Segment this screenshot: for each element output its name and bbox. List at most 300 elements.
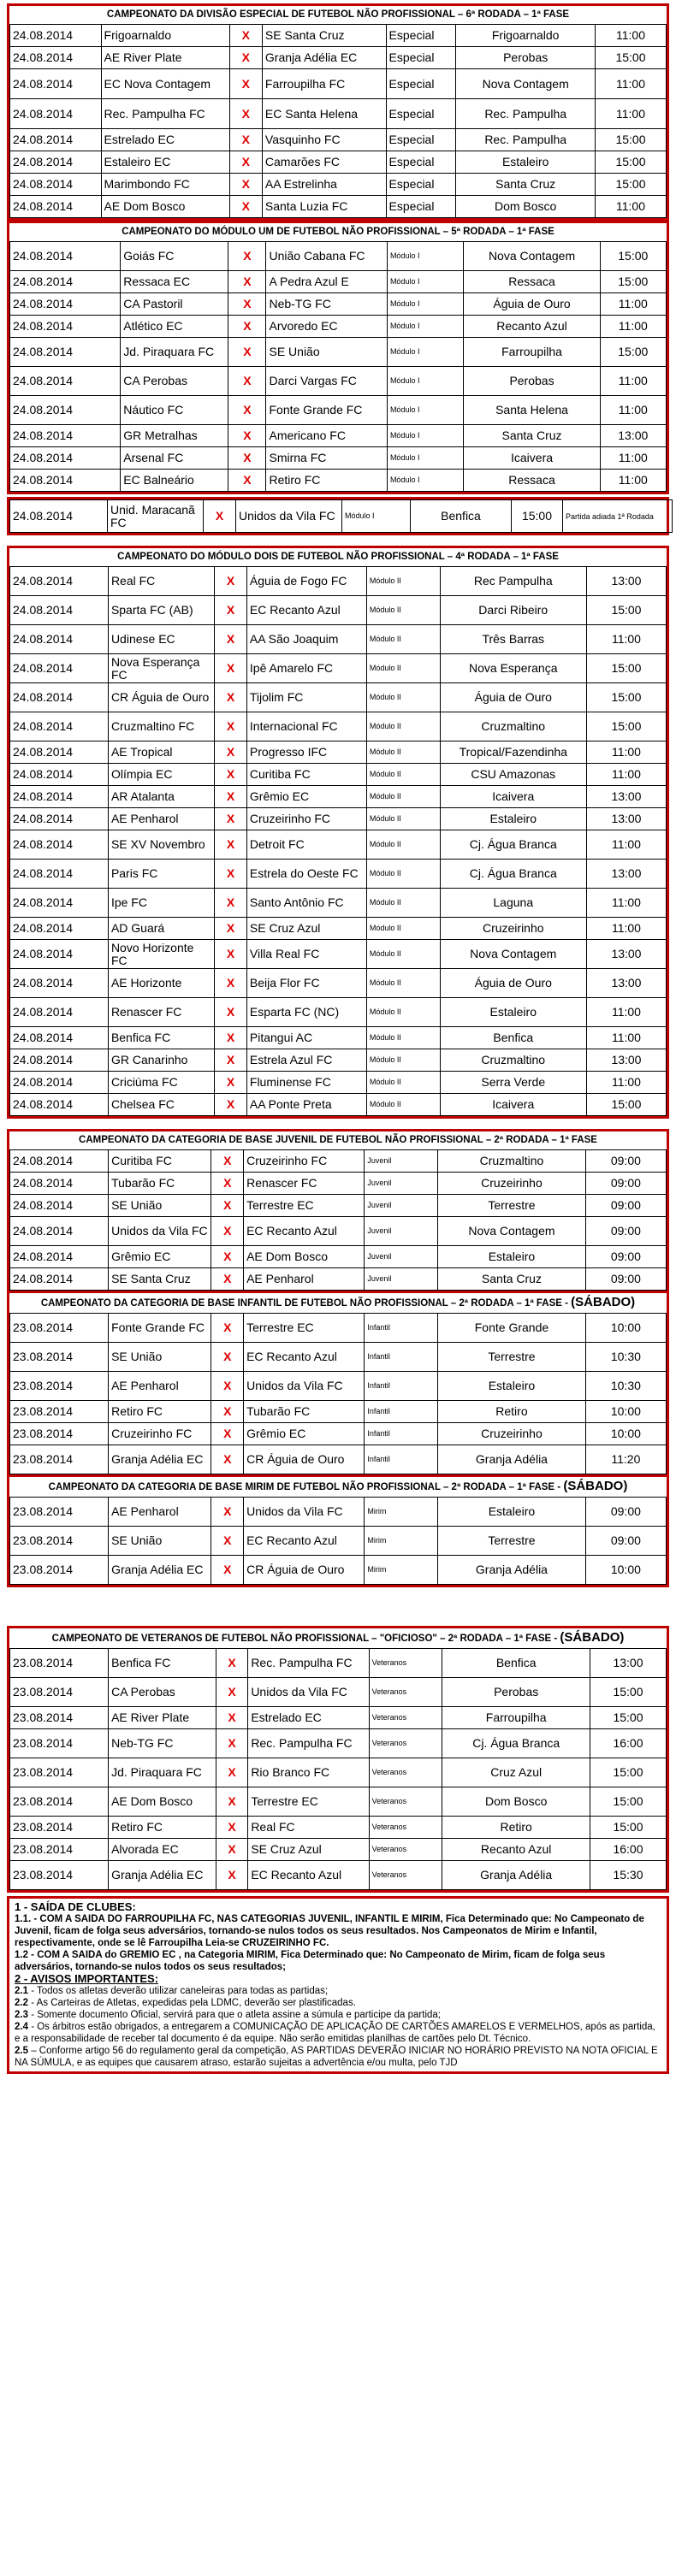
section-title [9, 1628, 667, 1648]
away-team: Estrelado EC [248, 1707, 369, 1729]
venue: Icaivera [440, 1094, 586, 1116]
home-team: GR Metralhas [121, 425, 228, 447]
away-team: Fluminense FC [246, 1072, 366, 1094]
versus-mark: X [215, 860, 247, 889]
table-row [10, 1314, 667, 1343]
category: Módulo II [366, 889, 440, 918]
home-team: Marimbondo FC [101, 174, 229, 196]
away-team: Curitiba FC [246, 764, 366, 786]
category: Veteranos [369, 1787, 442, 1817]
venue: Icaivera [440, 786, 586, 808]
table-row [10, 1861, 667, 1890]
table-row [10, 1173, 667, 1195]
away-team: Terrestre EC [244, 1314, 365, 1343]
kickoff-time: 11:20 [585, 1445, 666, 1474]
versus-mark: X [215, 918, 247, 940]
match-date: 24.08.2014 [10, 129, 102, 151]
table-row [10, 99, 667, 129]
versus-mark: X [229, 99, 262, 129]
away-team: Farroupilha FC [262, 69, 386, 99]
versus-mark: X [211, 1343, 244, 1372]
home-team: Grêmio EC [109, 1246, 211, 1268]
home-team: Retiro FC [109, 1401, 211, 1423]
kickoff-time: 15:00 [590, 1758, 667, 1787]
table-row [10, 1839, 667, 1861]
match-date: 24.08.2014 [10, 447, 121, 470]
away-team: Real FC [248, 1817, 369, 1839]
match-date: 24.08.2014 [10, 242, 121, 271]
match-date: 24.08.2014 [10, 25, 102, 47]
versus-mark: X [211, 1556, 244, 1585]
venue: Terrestre [438, 1343, 586, 1372]
table-row [10, 625, 667, 654]
kickoff-time: 09:00 [585, 1527, 666, 1556]
venue: Estaleiro [438, 1372, 586, 1401]
away-team: AE Dom Bosco [244, 1246, 365, 1268]
match-date: 24.08.2014 [10, 1027, 109, 1049]
home-team: AE Penharol [109, 1498, 211, 1527]
kickoff-time: 13:00 [600, 425, 666, 447]
kickoff-time: 11:00 [586, 889, 666, 918]
versus-mark: X [228, 396, 266, 425]
kickoff-time: 11:00 [595, 69, 666, 99]
away-team: Estrela Azul FC [246, 1049, 366, 1072]
away-team: A Pedra Azul E [266, 271, 387, 293]
away-team: Fonte Grande FC [266, 396, 387, 425]
kickoff-time: 09:00 [585, 1246, 666, 1268]
kickoff-time: 09:00 [585, 1150, 666, 1173]
versus-mark: X [211, 1372, 244, 1401]
home-team: GR Canarinho [108, 1049, 214, 1072]
home-team: Estrelado EC [101, 129, 229, 151]
versus-mark: X [216, 1678, 248, 1707]
venue: Nova Contagem [440, 940, 586, 969]
notes-box [7, 1896, 669, 2074]
kickoff-time: 13:00 [586, 567, 666, 596]
match-date: 24.08.2014 [10, 1150, 109, 1173]
kickoff-time: 15:00 [590, 1817, 667, 1839]
kickoff-time: 13:00 [586, 808, 666, 830]
aviso-text: - Os árbitros estão obrigados, a entregarem a COMUNICAÇÃO DE APLICAÇÃO DE CARTÕES AMARELOS E VERMELHOS, após as partida, e a responsabilidade de receber tal documento é da equipe. Não serão emitidas planilhas de cartões pelo Dt. Técnico. [15, 2022, 655, 2044]
versus-mark: X [215, 683, 247, 712]
home-team: CA Perobas [109, 1678, 216, 1707]
home-team: Tubarão FC [109, 1173, 211, 1195]
venue: Águia de Ouro [464, 293, 600, 316]
category: Módulo II [366, 860, 440, 889]
away-team: Americano FC [266, 425, 387, 447]
kickoff-time: 13:00 [586, 786, 666, 808]
match-date: 24.08.2014 [10, 151, 102, 174]
venue: Ressaca [464, 470, 600, 492]
table-row [10, 998, 667, 1027]
venue: Águia de Ouro [440, 683, 586, 712]
match-date: 24.08.2014 [10, 1173, 109, 1195]
match-date: 24.08.2014 [10, 764, 109, 786]
match-date: 23.08.2014 [10, 1372, 109, 1401]
games-table [9, 566, 667, 1116]
versus-mark: X [228, 425, 266, 447]
match-date: 23.08.2014 [10, 1498, 109, 1527]
venue: Cruzmaltino [438, 1150, 586, 1173]
kickoff-time: 11:00 [600, 316, 666, 338]
home-team: Curitiba FC [109, 1150, 211, 1173]
away-team: Santo Antônio FC [246, 889, 366, 918]
kickoff-time: 10:00 [585, 1423, 666, 1445]
home-team: Criciúma FC [108, 1072, 214, 1094]
table-row [10, 1527, 667, 1556]
table-row [10, 1678, 667, 1707]
table-row [10, 786, 667, 808]
versus-mark: X [229, 47, 262, 69]
notes-saida-title: 1 - SAÍDA DE CLUBES: [15, 1900, 136, 1913]
match-date: 23.08.2014 [10, 1729, 109, 1758]
match-date: 23.08.2014 [10, 1556, 109, 1585]
category: Módulo II [366, 1072, 440, 1094]
away-team: EC Santa Helena [262, 99, 386, 129]
away-team: AE Penharol [244, 1268, 365, 1291]
kickoff-time: 15:00 [595, 47, 666, 69]
home-team: Real FC [108, 567, 214, 596]
venue: Nova Contagem [464, 242, 600, 271]
venue: Santa Cruz [456, 174, 596, 196]
venue: Granja Adélia [442, 1861, 590, 1890]
table-row [10, 425, 667, 447]
table-row [10, 271, 667, 293]
games-table [9, 24, 667, 218]
category: Módulo II [366, 918, 440, 940]
kickoff-time: 15:00 [595, 151, 666, 174]
notes-aviso-5 [15, 2045, 661, 2069]
section-base [7, 1129, 669, 1587]
table-row [10, 712, 667, 741]
games-table-extra [9, 499, 673, 533]
kickoff-time: 10:30 [585, 1343, 666, 1372]
kickoff-time: 15:00 [590, 1787, 667, 1817]
versus-mark: X [211, 1150, 244, 1173]
home-team: Novo Horizonte FC [108, 940, 214, 969]
kickoff-time: 15:00 [600, 242, 666, 271]
versus-mark: X [215, 596, 247, 625]
table-row [10, 830, 667, 860]
category: Especial [386, 25, 456, 47]
section-title: CAMPEONATO DO MÓDULO UM DE FUTEBOL NÃO PROFISSIONAL – 5ª RODADA – 1ª FASE [122, 227, 554, 237]
home-team: CR Águia de Ouro [108, 683, 214, 712]
games-table [9, 1648, 667, 1890]
category: Módulo I [387, 293, 464, 316]
table-row [10, 470, 667, 492]
home-team: Udinese EC [108, 625, 214, 654]
away-team: Tijolim FC [246, 683, 366, 712]
home-team: Ressaca EC [121, 271, 228, 293]
table-row [10, 1729, 667, 1758]
match-date: 24.08.2014 [10, 683, 109, 712]
away-team: EC Recanto Azul [244, 1527, 365, 1556]
venue: Rec. Pampulha [456, 129, 596, 151]
table-row [10, 1049, 667, 1072]
home-team: Alvorada EC [109, 1839, 216, 1861]
table-row [10, 1372, 667, 1401]
match-date: 23.08.2014 [10, 1401, 109, 1423]
table-row [10, 1787, 667, 1817]
away-team: Rio Branco FC [248, 1758, 369, 1787]
versus-mark: X [215, 567, 247, 596]
home-team: Granja Adélia EC [109, 1556, 211, 1585]
venue: Icaivera [464, 447, 600, 470]
kickoff-time: 11:00 [595, 196, 666, 218]
table-row [10, 1556, 667, 1585]
kickoff-time: 11:00 [600, 367, 666, 396]
venue: Terrestre [438, 1195, 586, 1217]
match-date: 24.08.2014 [10, 1094, 109, 1116]
match-date: 24.08.2014 [10, 1246, 109, 1268]
table-row [10, 1498, 667, 1527]
match-date: 24.08.2014 [10, 741, 109, 764]
notes-saida-2: 1.2 - COM A SAIDA do GREMIO EC , na Categoria MIRIM, Fica Determinado que: No Campeonato de Mirim, ficam de folga seus adversários, tornando-se nulos todos os seus resultados; [15, 1950, 606, 1972]
home-team: Unidos da Vila FC [109, 1217, 211, 1246]
home-team: SE União [109, 1343, 211, 1372]
venue: Cj. Água Branca [440, 830, 586, 860]
table-row [10, 396, 667, 425]
match-date: 24.08.2014 [10, 940, 109, 969]
section-title-day: (SÁBADO) [563, 1479, 628, 1493]
versus-mark: X [215, 808, 247, 830]
kickoff-time: 11:00 [600, 396, 666, 425]
away-team: EC Recanto Azul [246, 596, 366, 625]
venue: Nova Contagem [438, 1217, 586, 1246]
versus-mark: X [215, 625, 247, 654]
away-team: Ipê Amarelo FC [246, 654, 366, 683]
category: Veteranos [369, 1758, 442, 1787]
category: Módulo I [387, 316, 464, 338]
away-team: AA São Joaquim [246, 625, 366, 654]
kickoff-time: 11:00 [595, 25, 666, 47]
category: Especial [386, 174, 456, 196]
category: Módulo I [387, 242, 464, 271]
away-team: EC Recanto Azul [248, 1861, 369, 1890]
kickoff-time: 15:00 [586, 1094, 666, 1116]
venue: Perobas [456, 47, 596, 69]
match-date: 23.08.2014 [10, 1649, 109, 1678]
kickoff-time: 13:00 [586, 940, 666, 969]
table-row [10, 500, 673, 533]
versus-mark: X [228, 338, 266, 367]
match-date: 24.08.2014 [10, 969, 109, 998]
away-team: Retiro FC [266, 470, 387, 492]
games-table [9, 241, 667, 492]
table-row [10, 918, 667, 940]
venue: Ressaca [464, 271, 600, 293]
table-row [10, 567, 667, 596]
kickoff-time: 15:00 [586, 654, 666, 683]
venue: Cruzeirinho [440, 918, 586, 940]
section-title: CAMPEONATO DO MÓDULO DOIS DE FUTEBOL NÃO PROFISSIONAL – 4ª RODADA – 1ª FASE [117, 552, 559, 562]
venue: Fonte Grande [438, 1314, 586, 1343]
venue: Retiro [438, 1401, 586, 1423]
match-date: 24.08.2014 [10, 99, 102, 129]
venue: Benfica [440, 1027, 586, 1049]
venue: Águia de Ouro [440, 969, 586, 998]
table-row [10, 151, 667, 174]
venue: Estaleiro [438, 1246, 586, 1268]
match-date: 24.08.2014 [10, 47, 102, 69]
versus-mark: X [216, 1861, 248, 1890]
games-table [9, 1149, 667, 1291]
away-team: Rec. Pampulha FC [248, 1649, 369, 1678]
category: Veteranos [369, 1817, 442, 1839]
away-team: Unidos da Vila FC [248, 1678, 369, 1707]
kickoff-time: 15:00 [590, 1707, 667, 1729]
aviso-number: 2.3 [15, 2010, 28, 2020]
versus-mark: X [215, 764, 247, 786]
kickoff-time: 15:00 [595, 129, 666, 151]
kickoff-time: 15:00 [600, 338, 666, 367]
table-row [10, 683, 667, 712]
kickoff-time: 13:00 [590, 1649, 667, 1678]
venue: Cruzeirinho [438, 1173, 586, 1195]
match-date: 24.08.2014 [10, 271, 121, 293]
kickoff-time: 09:00 [585, 1173, 666, 1195]
versus-mark: X [216, 1839, 248, 1861]
venue: Estaleiro [440, 808, 586, 830]
kickoff-time: 11:00 [586, 741, 666, 764]
versus-mark: X [229, 151, 262, 174]
category: Módulo II [366, 998, 440, 1027]
category: Juvenil [365, 1150, 438, 1173]
notes-aviso-2 [15, 1997, 661, 2009]
away-team: Cruzeirinho FC [244, 1150, 365, 1173]
section-modulo-1 [7, 221, 669, 494]
kickoff-time: 11:00 [595, 99, 666, 129]
table-row [10, 940, 667, 969]
match-date: 24.08.2014 [10, 654, 109, 683]
kickoff-time: 15:00 [586, 712, 666, 741]
home-team: Retiro FC [109, 1817, 216, 1839]
section-title-text: CAMPEONATO DA CATEGORIA DE BASE MIRIM DE FUTEBOL NÃO PROFISSIONAL – 2ª RODADA – 1ª FASE - [48, 1482, 564, 1492]
home-team: AE Tropical [108, 741, 214, 764]
home-team: Cruzeirinho FC [109, 1423, 211, 1445]
table-row [10, 242, 667, 271]
match-date: 24.08.2014 [10, 808, 109, 830]
kickoff-time: 10:30 [585, 1372, 666, 1401]
category: Módulo II [366, 969, 440, 998]
table-row [10, 25, 667, 47]
category: Módulo II [366, 1049, 440, 1072]
table-row [10, 741, 667, 764]
versus-mark: X [228, 470, 266, 492]
home-team: Renascer FC [108, 998, 214, 1027]
match-date: 23.08.2014 [10, 1758, 109, 1787]
away-team: Unidos da Vila FC [244, 1498, 365, 1527]
away-team: Neb-TG FC [266, 293, 387, 316]
category: Mirim [365, 1498, 438, 1527]
home-team: Atlético EC [121, 316, 228, 338]
category: Infantil [365, 1314, 438, 1343]
venue: Cj. Água Branca [440, 860, 586, 889]
category: Módulo II [366, 1027, 440, 1049]
versus-mark: X [216, 1817, 248, 1839]
home-team: Neb-TG FC [109, 1729, 216, 1758]
match-date: 24.08.2014 [10, 712, 109, 741]
match-date: 24.08.2014 [10, 396, 121, 425]
venue: Três Barras [440, 625, 586, 654]
match-date: 24.08.2014 [10, 1072, 109, 1094]
versus-mark: X [215, 741, 247, 764]
venue: Frigoarnaldo [456, 25, 596, 47]
category: Especial [386, 129, 456, 151]
versus-mark: X [228, 447, 266, 470]
category: Especial [386, 47, 456, 69]
kickoff-time: 10:00 [585, 1556, 666, 1585]
versus-mark: X [215, 889, 247, 918]
home-team: Arsenal FC [121, 447, 228, 470]
section-modulo-1-extra [7, 497, 669, 535]
kickoff-time: 10:00 [585, 1314, 666, 1343]
away-team: Pitangui AC [246, 1027, 366, 1049]
away-team: SE Cruz Azul [248, 1839, 369, 1861]
kickoff-time: 11:00 [586, 998, 666, 1027]
venue: Granja Adélia [438, 1445, 586, 1474]
match-date: 24.08.2014 [10, 786, 109, 808]
versus-mark: X [215, 1027, 247, 1049]
category: Módulo II [366, 940, 440, 969]
kickoff-time: 11:00 [600, 447, 666, 470]
away-team: SE União [266, 338, 387, 367]
category: Juvenil [365, 1246, 438, 1268]
match-date: 24.08.2014 [10, 69, 102, 99]
aviso-number: 2.1 [15, 1986, 28, 1996]
away-team: Unidos da Vila FC [236, 500, 342, 533]
table-row [10, 808, 667, 830]
match-date: 23.08.2014 [10, 1678, 109, 1707]
away-team: Esparta FC (NC) [246, 998, 366, 1027]
venue: Santa Helena [464, 396, 600, 425]
category: Módulo II [366, 625, 440, 654]
venue: Dom Bosco [442, 1787, 590, 1817]
away-team: Terrestre EC [244, 1195, 365, 1217]
table-row [10, 447, 667, 470]
category: Juvenil [365, 1173, 438, 1195]
venue: Retiro [442, 1817, 590, 1839]
kickoff-time: 13:00 [586, 860, 666, 889]
notes-avisos-title: 2 - AVISOS IMPORTANTES: [15, 1972, 159, 1985]
venue: Rec. Pampulha [456, 99, 596, 129]
aviso-number: 2.4 [15, 2022, 28, 2032]
versus-mark: X [211, 1401, 244, 1423]
match-date: 23.08.2014 [10, 1817, 109, 1839]
section-title-day: (SÁBADO) [560, 1630, 625, 1645]
venue: Cruzmaltino [440, 1049, 586, 1072]
category: Módulo II [366, 830, 440, 860]
versus-mark: X [211, 1195, 244, 1217]
match-date: 24.08.2014 [10, 425, 121, 447]
venue: Benfica [411, 500, 512, 533]
match-date: 23.08.2014 [10, 1445, 109, 1474]
table-row [10, 1072, 667, 1094]
table-row [10, 1423, 667, 1445]
table-row [10, 47, 667, 69]
match-date: 24.08.2014 [10, 596, 109, 625]
home-team: Cruzmaltino FC [108, 712, 214, 741]
category: Infantil [365, 1372, 438, 1401]
away-team: SE Cruz Azul [246, 918, 366, 940]
category: Módulo II [366, 764, 440, 786]
kickoff-time: 11:00 [586, 1027, 666, 1049]
table-row [10, 1707, 667, 1729]
match-date: 24.08.2014 [10, 174, 102, 196]
category: Veteranos [369, 1861, 442, 1890]
versus-mark: X [229, 174, 262, 196]
versus-mark: X [229, 25, 262, 47]
